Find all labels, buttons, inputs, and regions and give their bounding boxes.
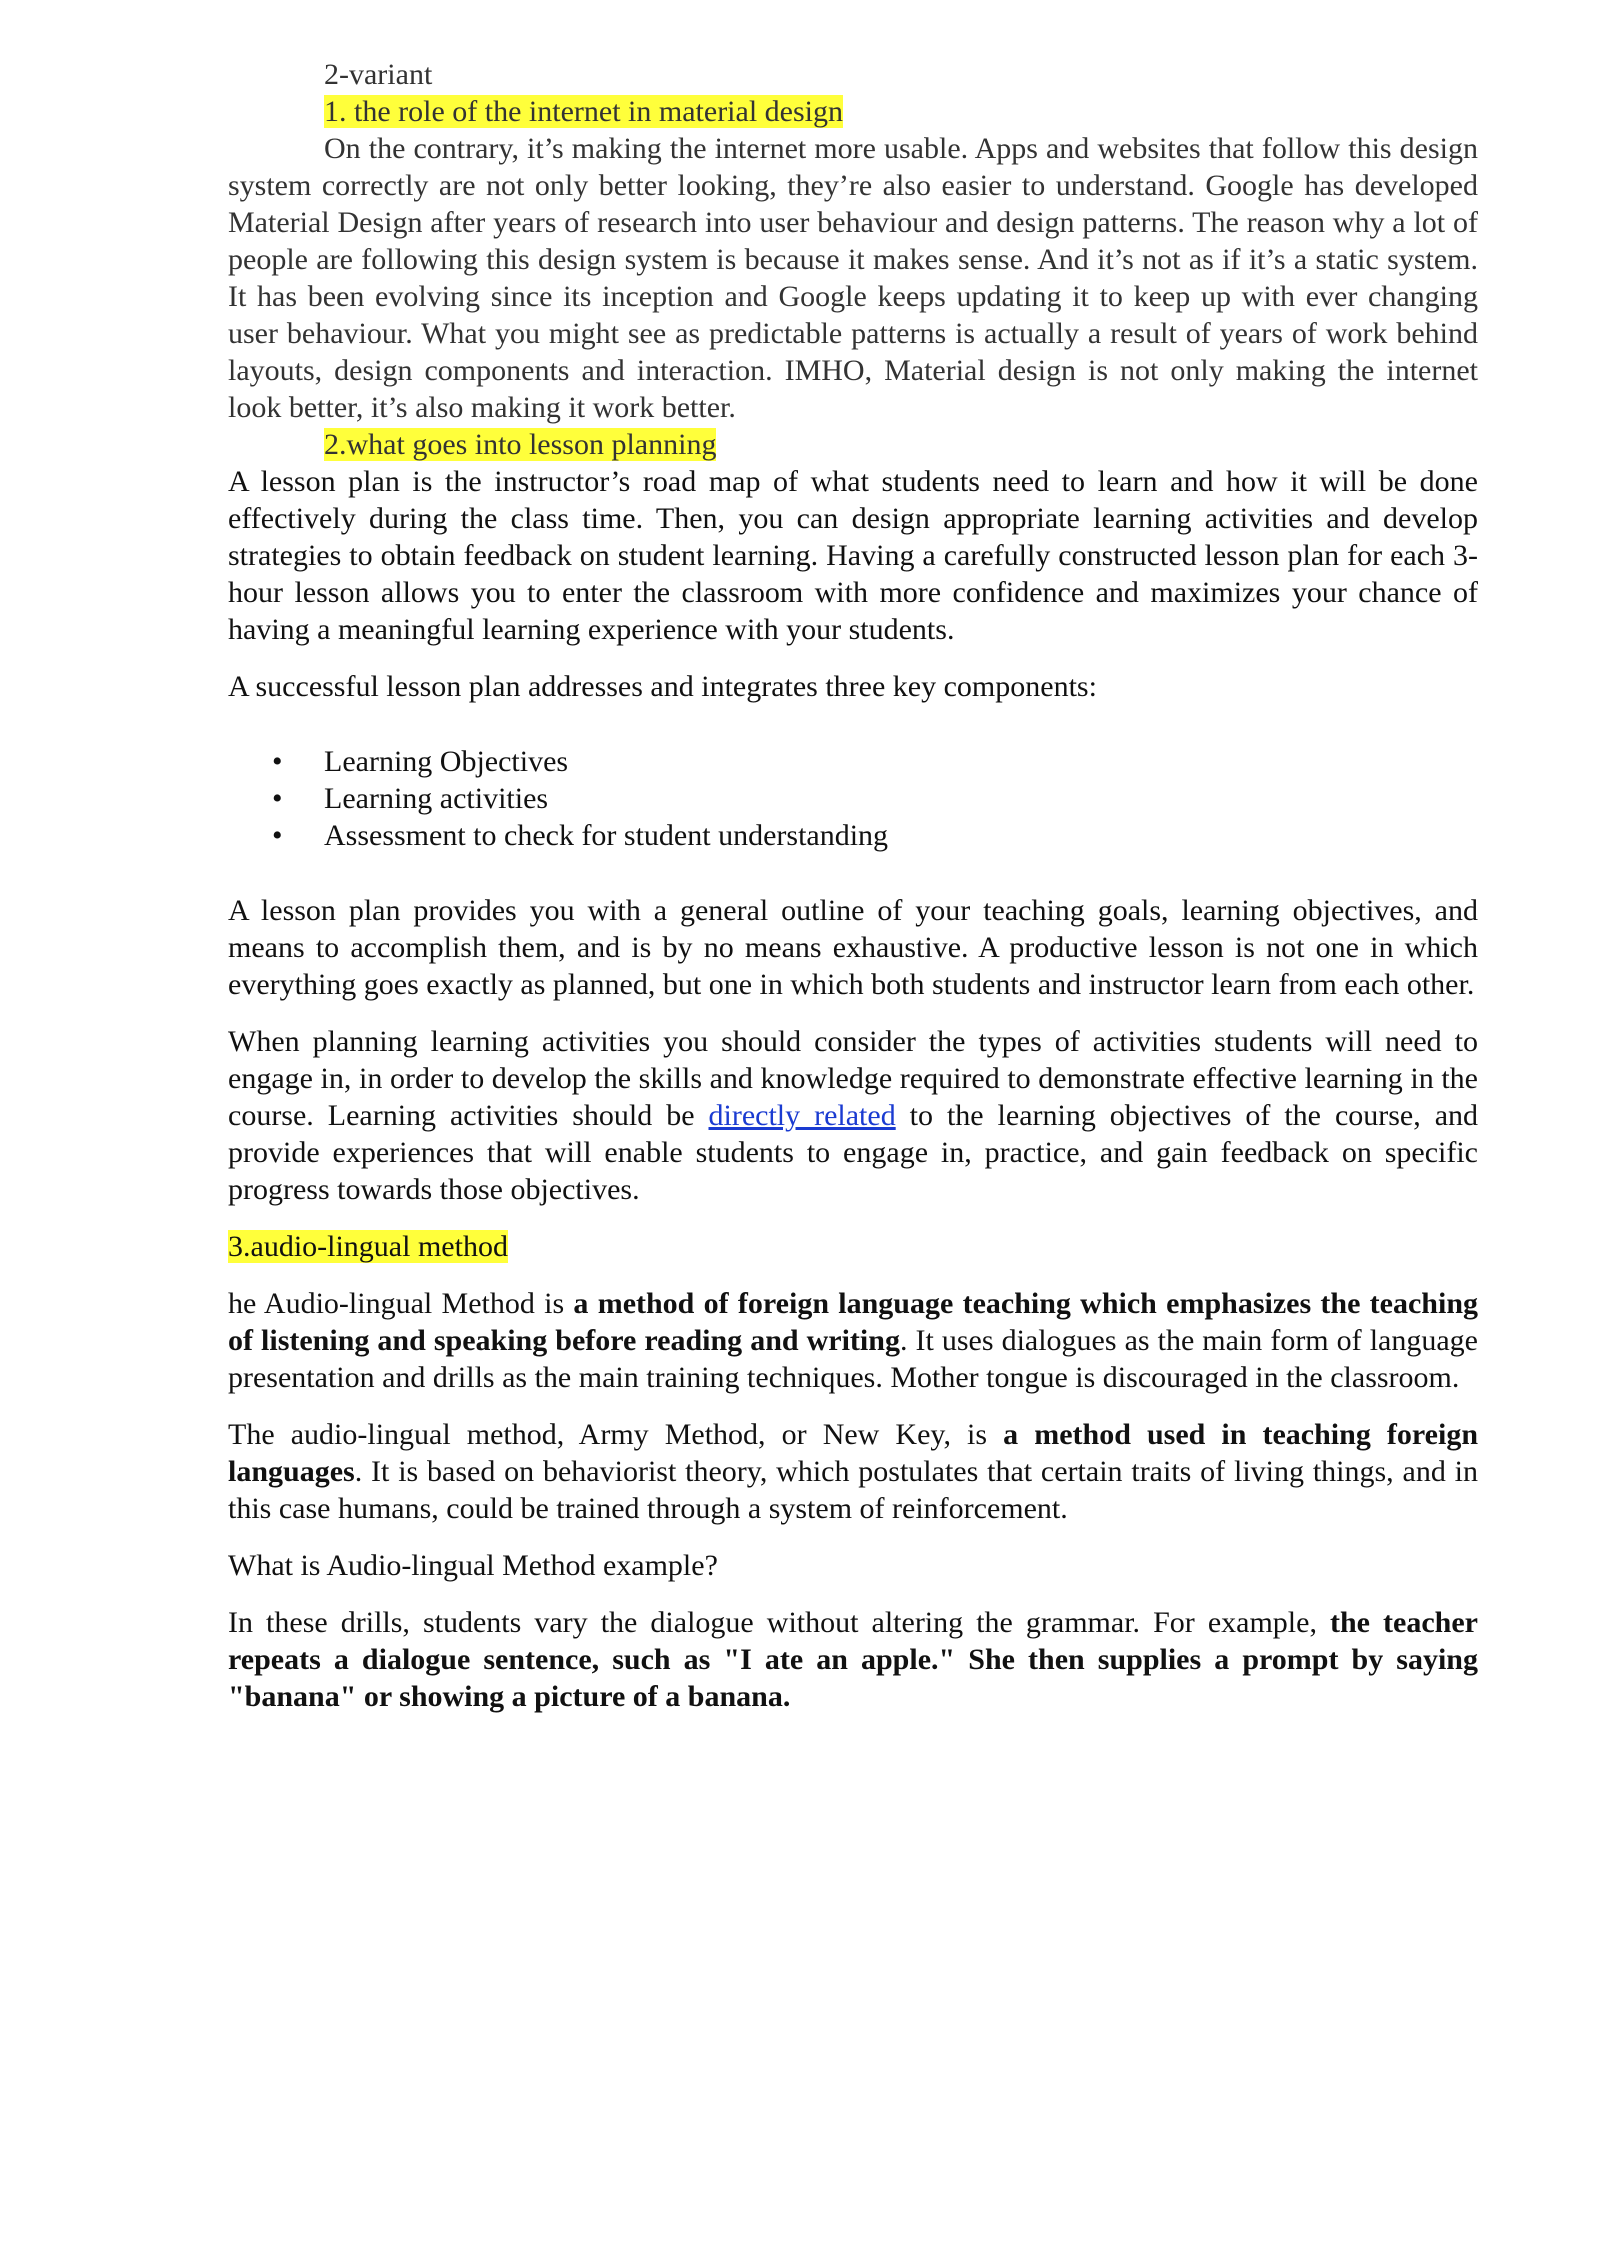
list-item-label: Learning activities: [324, 782, 549, 815]
section-lesson-planning: [228, 463, 1478, 1208]
audio-lingual-paragraph-2: [228, 1416, 1478, 1527]
list-item: [228, 817, 1478, 854]
section-material-design: [228, 56, 1478, 463]
section2-heading-line: [228, 426, 1478, 463]
section2-heading: 2.what goes into lesson planning: [324, 428, 717, 461]
section3-heading: 3.audio-lingual method: [228, 1230, 508, 1263]
list-item-label: Learning Objectives: [324, 745, 569, 778]
directly-related-link[interactable]: directly related: [708, 1099, 896, 1132]
p3-text-start: In these drills, students vary the dialogue without altering the grammar. For example,: [228, 1606, 1330, 1639]
audio-lingual-paragraph-1: [228, 1285, 1478, 1396]
section-audio-lingual: [228, 1228, 1478, 1715]
section1-paragraph-lead: On the contrary, it’s making the internet more usable. Apps and websites that follow this: [324, 132, 1392, 165]
section1-heading-line: [228, 93, 1478, 130]
paragraph4-text-end: to the learning objectives of the course, and provide experiences that will enable students to engage in, practice, and gain feedback on specific progress towards those objectives.: [228, 1099, 1479, 1206]
lesson-plan-paragraph-2: A successful lesson plan addresses and integrates three key components:: [228, 670, 1097, 703]
section1-paragraph-rest: design system correctly are not only better looking, they’re also easier to understand. Google has developed Material Design after years of research into user behaviour and design patterns. The reason why a lot of people are following this design system is because it makes sense. And it’s not as if it’s a static system. It has been evolving since its inception and Google keeps updating it to keep up with ever changing user behaviour. What you might see as predictable patterns is actually a result of years of work behind layouts, design components and interaction. IMHO, Material design is not only making the internet look better, it’s also making it work better.: [228, 132, 1478, 424]
list-item-label: Assessment to check for student understanding: [324, 819, 889, 852]
p1-text-end: . It uses dialogues as the main form of language presentation and drills as the main training techniques. Mother tongue is discouraged in the classroom.: [228, 1324, 1478, 1394]
variant-label: 2-variant: [324, 58, 433, 91]
p1-bold-text: a method of foreign language teaching which emphasizes the teaching of listening and speaking before reading and writing: [228, 1287, 1478, 1357]
list-item: [228, 780, 1478, 817]
lesson-plan-paragraph-4: [228, 1023, 1478, 1208]
section1-heading: 1. the role of the internet in material design: [324, 95, 843, 128]
example-question: What is Audio-lingual Method example?: [228, 1549, 718, 1582]
audio-lingual-paragraph-3: [228, 1604, 1478, 1715]
section3-heading-line: [228, 1228, 1478, 1265]
p2-bold-text: a method used in teaching foreign languages: [228, 1418, 1478, 1488]
p2-text-start: The audio-lingual method, Army Method, or New Key, is: [228, 1418, 1004, 1451]
p3-bold-text: the teacher repeats a dialogue sentence, such as "I ate an apple." She then supplies a prompt by saying "banana" or showing a picture of a banana.: [228, 1606, 1478, 1713]
key-components-list: [228, 743, 1478, 854]
section1-paragraph: [228, 130, 1478, 426]
list-item: [228, 743, 1478, 780]
lesson-plan-paragraph-1: A lesson plan is the instructor’s road map of what students need to learn and how it will be done effectively during the class time. Then, you can design appropriate learning activities and develop strategies to obtain feedback on student learning. Having a carefully constructed lesson plan for each 3-hour lesson allows you to enter the classroom with more confidence and maximizes your chance of having a meaningful learning experience with your students.: [228, 465, 1478, 646]
document-body: [228, 56, 1478, 1715]
p2-text-end: . It is based on behaviorist theory, which postulates that certain traits of living things, and in this case humans, could be trained through a system of reinforcement.: [228, 1455, 1478, 1525]
bullet-icon: •: [272, 782, 283, 815]
p1-text-start: he Audio-lingual Method is: [228, 1287, 574, 1320]
bullet-icon: •: [272, 745, 283, 778]
bullet-icon: •: [272, 819, 283, 852]
lesson-plan-paragraph-3: A lesson plan provides you with a general outline of your teaching goals, learning objectives, and means to accomplish them, and is by no means exhaustive. A productive lesson is not one in which everything goes exactly as planned, but one in which both students and instructor learn from each other.: [228, 894, 1478, 1001]
paragraph4-text-start: When planning learning activities you should consider the types of activities students will need to engage in, in order to develop the skills and knowledge required to demonstrate effective learning in the course. Learning activities should be: [228, 1025, 1478, 1132]
